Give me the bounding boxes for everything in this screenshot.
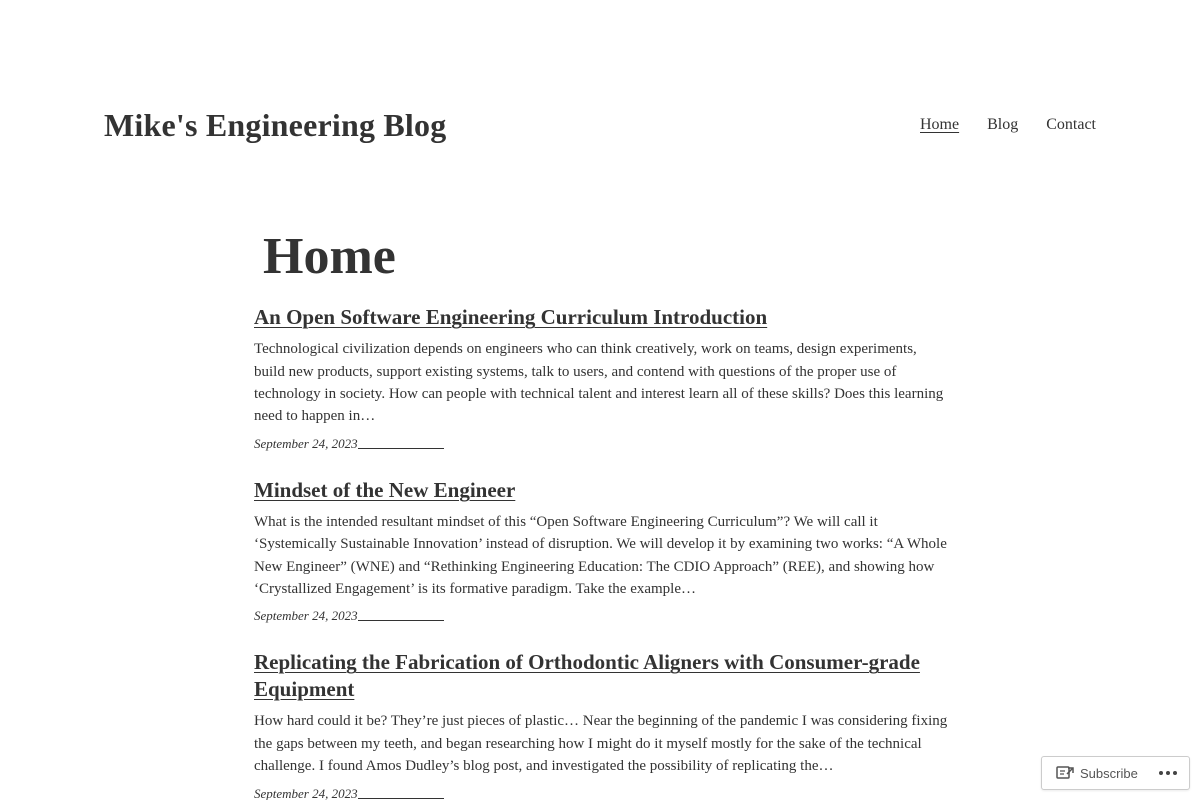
post-item bbox=[254, 650, 948, 800]
post-title-wrap bbox=[254, 650, 948, 704]
nav-item-blog[interactable]: Blog bbox=[987, 116, 1019, 133]
subscribe-button[interactable] bbox=[1042, 757, 1146, 789]
primary-nav bbox=[920, 116, 1096, 134]
post-title-wrap bbox=[254, 478, 948, 505]
post-excerpt: What is the intended resultant mindset of this “Open Software Engineering Curriculum”? We will call it ‘Systemically Sustainable Innovation’ instead of disruption. We will develop it by examining two works: “A Whole New Engineer” (WNE) and “Rethinking Engineering Education: The CDIO Approach” (REE), and showing how ‘Crystallized Engagement’ is its formative paradigm. Take the example… bbox=[254, 513, 947, 598]
post-meta bbox=[254, 608, 948, 624]
post-meta-divider bbox=[358, 620, 444, 621]
post-item bbox=[254, 305, 948, 452]
post-item bbox=[254, 478, 948, 625]
post-excerpt: Technological civilization depends on engineers who can think creatively, work on teams, design experiments, build new products, support existing systems, talk to users, and contend with questions of the proper use of technology in society. How can people with technical talent and interest learn all of these skills? Does this learning need to happen in… bbox=[254, 341, 944, 425]
subscribe-label: Subscribe bbox=[1080, 765, 1138, 781]
post-excerpt: How hard could it be? They’re just pieces of plastic… Near the beginning of the pandemic I was considering fixing the gaps between my teeth, and began researching how I might do it myself mostly for the sake of the technical challenge. I found Amos Dudley’s blog post, and investigated the possibility of replicating the… bbox=[254, 713, 948, 775]
page-title: Home bbox=[263, 228, 396, 285]
post-date-link[interactable]: September 24, 2023 bbox=[254, 608, 358, 624]
post-date-link[interactable]: September 24, 2023 bbox=[254, 435, 358, 451]
subscribe-icon bbox=[1056, 765, 1074, 781]
post-date-link[interactable]: September 24, 2023 bbox=[254, 785, 358, 800]
post-meta bbox=[254, 786, 948, 800]
site-header bbox=[104, 100, 1096, 150]
post-meta-divider bbox=[358, 798, 444, 799]
nav-item-home[interactable]: Home bbox=[920, 116, 960, 133]
subscribe-widget bbox=[1041, 756, 1190, 790]
post-meta-divider bbox=[358, 448, 444, 449]
post-title-link[interactable]: An Open Software Engineering Curriculum Introduction bbox=[254, 305, 768, 330]
post-meta bbox=[254, 436, 948, 452]
main-content bbox=[254, 228, 948, 800]
more-horizontal-icon[interactable] bbox=[1159, 771, 1177, 775]
site-title-link[interactable]: Mike's Engineering Blog bbox=[104, 106, 447, 143]
post-title-link[interactable]: Mindset of the New Engineer bbox=[254, 477, 516, 502]
post-title-wrap bbox=[254, 305, 948, 332]
post-title-link[interactable]: Replicating the Fabrication of Orthodontic Aligners with Consumer-grade Equipment bbox=[254, 650, 920, 702]
nav-item-contact[interactable]: Contact bbox=[1046, 116, 1096, 133]
